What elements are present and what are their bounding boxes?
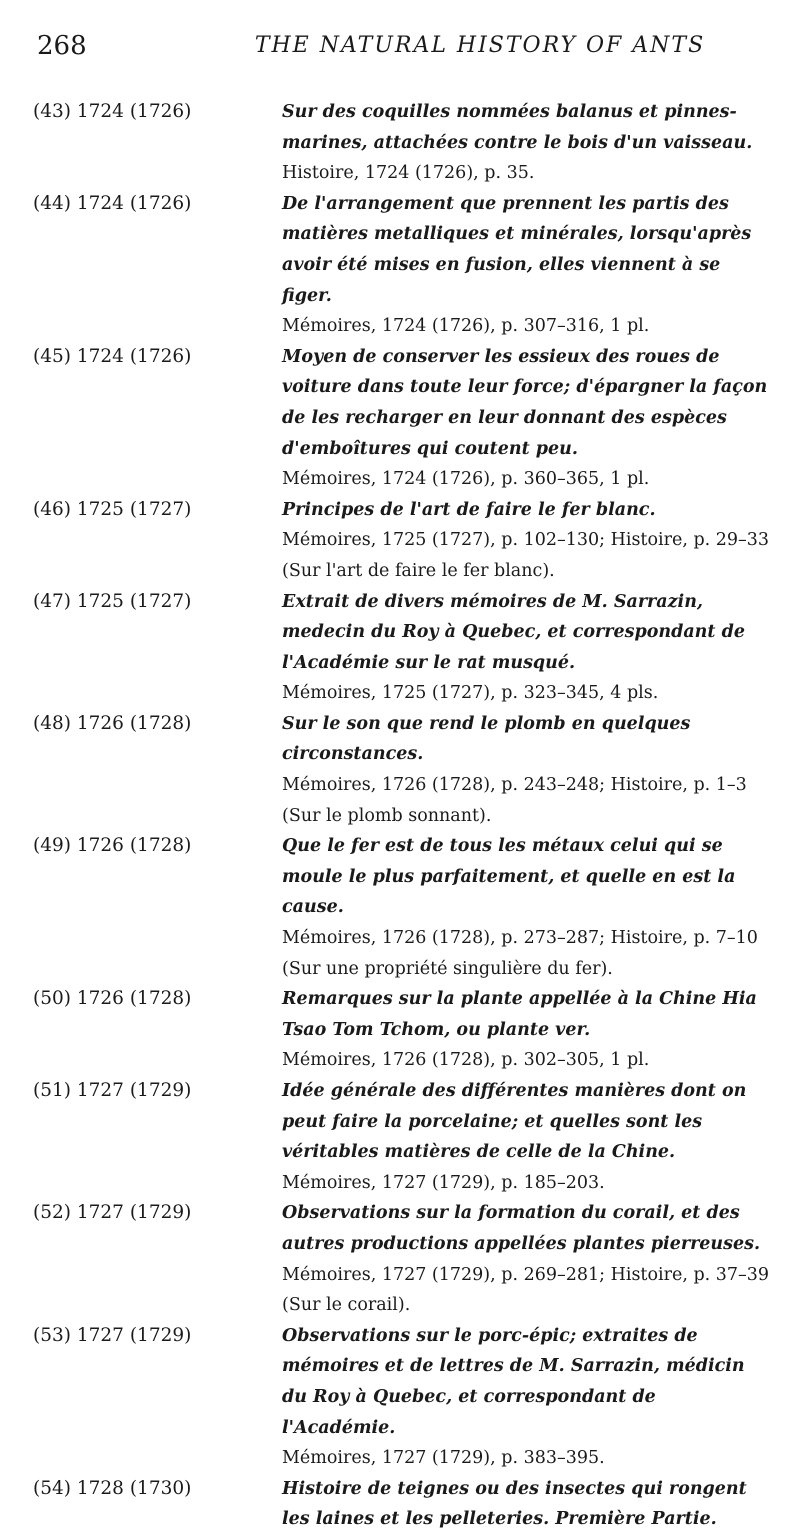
entry-reference: Mémoires, 1725 (1727), p. 102–130; Histoire, p. 29–33 (Sur l'art de faire le fer blanc). <box>282 530 770 581</box>
entry-years: 1727 (1729) <box>76 1202 192 1224</box>
bibliography-entry <box>33 709 772 831</box>
entry-title: Histoire de teignes ou des insectes qui rongent les laines et les pelleteries. Première Partie. <box>282 1478 747 1530</box>
running-head: THE NATURAL HISTORY OF ANTS <box>254 33 706 58</box>
bibliography-entry <box>33 1198 772 1320</box>
entry-reference: Mémoires, 1724 (1726), p. 307–316, 1 pl. <box>282 316 650 337</box>
entry-reference: Mémoires, 1727 (1729), p. 383–395. <box>282 1448 605 1469</box>
entry-title: Que le fer est de tous les métaux celui qui se moule le plus parfaitement, et quelle en est la cause. <box>282 836 736 918</box>
entry-years: 1727 (1729) <box>76 1324 192 1346</box>
entry-number: (52) <box>33 1202 71 1224</box>
entry-reference: Histoire, 1724 (1726), p. 35. <box>282 163 535 184</box>
bibliography-entry <box>33 342 772 495</box>
entry-number: (53) <box>33 1324 71 1346</box>
entry-years: 1727 (1729) <box>76 1080 192 1101</box>
entry-title: De l'arrangement que prennent les partis des matières metalliques et minérales, lorsqu'après avoir été mises en fusion, elles viennent à se figer. <box>282 193 752 306</box>
entry-reference: Mémoires, 1726 (1728), p. 273–287; Histoire, p. 7–10 (Sur une propriété singulière du fer). <box>282 928 758 979</box>
entry-meta <box>33 587 191 618</box>
bibliography-entry <box>33 1076 772 1198</box>
page-number: 268 <box>37 31 87 61</box>
bibliography-entry <box>33 1321 772 1474</box>
entry-number: (45) <box>33 345 71 367</box>
entry-reference: Mémoires, 1726 (1728), p. 302–305, 1 pl. <box>282 1050 650 1071</box>
page-header <box>0 26 800 66</box>
entry-number: (44) <box>33 192 71 214</box>
entry-years: 1726 (1728) <box>76 712 192 734</box>
entry-meta <box>33 342 191 373</box>
entry-number: (49) <box>33 835 71 857</box>
entry-years: 1724 (1726) <box>76 101 192 122</box>
entry-meta <box>33 1321 191 1352</box>
entry-meta <box>33 831 191 862</box>
entry-number: (43) <box>33 101 71 122</box>
entry-reference: Mémoires, 1724 (1726), p. 360–365, 1 pl. <box>282 469 650 490</box>
entry-title: Observations sur le porc-épic; extraites de mémoires et de lettres de M. Sarrazin, médicin du Roy à Quebec, et correspondant de l'Académie. <box>282 1325 745 1438</box>
bibliography-entry <box>33 831 772 984</box>
entry-years: 1725 (1727) <box>76 590 192 612</box>
entry-meta <box>33 709 191 740</box>
bibliography-entry <box>33 495 772 587</box>
entry-number: (48) <box>33 712 71 734</box>
entry-number: (50) <box>33 988 71 1010</box>
entry-title: Principes de l'art de faire le fer blanc. <box>282 499 656 520</box>
entry-number: (46) <box>33 498 71 520</box>
bibliography-entry <box>33 97 772 189</box>
entry-years: 1726 (1728) <box>76 988 192 1010</box>
entry-title: Sur des coquilles nommées balanus et pinnes-marines, attachées contre le bois d'un vaisseau. <box>282 102 753 153</box>
entry-number: (54) <box>33 1477 71 1499</box>
entry-title: Observations sur la formation du corail, et des autres productions appellées plantes pierreuses. <box>282 1203 761 1254</box>
entry-meta <box>33 495 191 526</box>
bibliography-entry <box>33 189 772 342</box>
entry-years: 1725 (1727) <box>76 498 192 520</box>
entry-title: Extrait de divers mémoires de M. Sarrazin, medecin du Roy à Quebec, et correspondant de l'Académie sur le rat musqué. <box>282 591 745 673</box>
bibliography-entry <box>33 587 772 709</box>
entry-meta <box>33 97 191 128</box>
entry-reference: Mémoires, 1727 (1729), p. 269–281; Histoire, p. 37–39 (Sur le corail). <box>282 1264 770 1316</box>
entry-number: (51) <box>33 1080 71 1101</box>
entry-years: 1724 (1726) <box>76 345 192 367</box>
entry-years: 1728 (1730) <box>76 1477 192 1499</box>
entry-reference: Mémoires, 1725 (1727), p. 323–345, 4 pls. <box>282 683 659 704</box>
entry-title: Moyen de conserver les essieux des roues de voiture dans toute leur force; d'épargner la façon de les recharger en leur donnant des espèces d'emboîtures qui coutent peu. <box>282 346 768 459</box>
entry-number: (47) <box>33 590 71 612</box>
entry-reference: Mémoires, 1726 (1728), p. 243–248; Histoire, p. 1–3 (Sur le plomb sonnant). <box>282 775 747 826</box>
entry-meta <box>33 984 191 1015</box>
entry-meta <box>33 1198 191 1229</box>
entry-years: 1726 (1728) <box>76 835 192 857</box>
entry-meta <box>33 1076 191 1107</box>
bibliography-entry <box>33 984 772 1076</box>
entry-reference: Mémoires, 1727 (1729), p. 185–203. <box>282 1172 605 1193</box>
entry-title: Sur le son que rend le plomb en quelques circonstances. <box>282 713 691 765</box>
entry-years: 1724 (1726) <box>76 192 192 214</box>
bibliography-list <box>33 97 772 1535</box>
entry-title: Idée générale des différentes manières dont on peut faire la porcelaine; et quelles sont les véritables matières de celle de la Chine. <box>282 1081 747 1163</box>
entry-title: Remarques sur la plante appellée à la Chine Hia Tsao Tom Tchom, ou plante ver. <box>282 989 757 1040</box>
bibliography-entry <box>33 1474 772 1535</box>
entry-meta <box>33 1474 191 1505</box>
entry-meta <box>33 189 191 220</box>
